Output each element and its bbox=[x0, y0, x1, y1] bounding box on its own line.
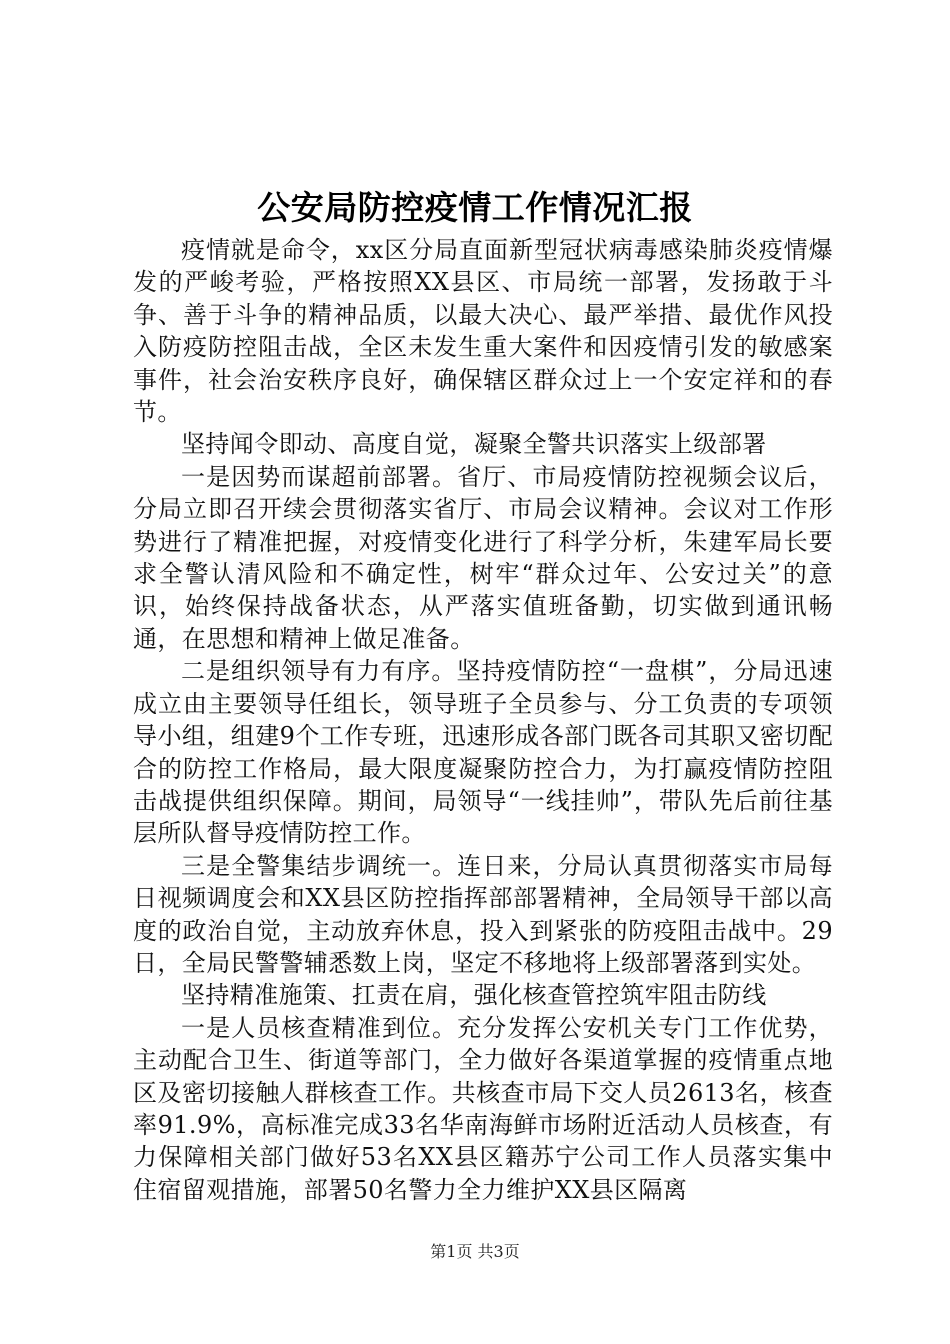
paragraph-1-3: 三是全警集结步调统一。连日来，分局认真贯彻落实市局每日视频调度会和XX县区防控指挥部部署精神，全局领导干部以高度的政治自觉，主动放弃休息，投入到紧张的防疫阻击战中。29日，全局民警警辅悉数上岗，坚定不移地将上级部署落到实处。 bbox=[133, 851, 833, 977]
paragraph-intro: 疫情就是命令，xx区分局直面新型冠状病毒感染肺炎疫情爆发的严峻考验，严格按照XX县区、市局统一部署，发扬敢于斗争、善于斗争的精神品质，以最大决心、最严举措、最优作风投入防疫防控阻击战，全区未发生重大案件和因疫情引发的敏感案事件，社会治安秩序良好，确保辖区群众过上一个安定祥和的春节。 bbox=[133, 236, 833, 427]
paragraph-2-1: 一是人员核查精准到位。充分发挥公安机关专门工作优势，主动配合卫生、街道等部门，全力做好各渠道掌握的疫情重点地区及密切接触人群核查工作。共核查市局下交人员2613名，核查率91.9%，高标准完成33名华南海鲜市场附近活动人员核查，有力保障相关部门做好53名XX县区籍苏宁公司工作人员落实集中住宿留观措施，部署50名警力全力维护XX县区隔离 bbox=[133, 1013, 833, 1204]
paragraph-1-2: 二是组织领导有力有序。坚持疫情防控“一盘棋”，分局迅速成立由主要领导任组长，领导班子全员参与、分工负责的专项领导小组，组建9个工作专班，迅速形成各部门既各司其职又密切配合的防控工作格局，最大限度凝聚防控合力，为打赢疫情防控阻击战提供组织保障。期间，局领导“一线挂帅”，带队先后前往基层所队督导疫情防控工作。 bbox=[133, 657, 833, 848]
section-heading-1: 坚持闻令即动、高度自觉，凝聚全警共识落实上级部署 bbox=[181, 430, 767, 459]
page-footer: 第1页 共3页 bbox=[430, 1242, 520, 1261]
paragraph-1-1: 一是因势而谋超前部署。省厅、市局疫情防控视频会议后，分局立即召开续会贯彻落实省厅、市局会议精神。会议对工作形势进行了精准把握，对疫情变化进行了科学分析，朱建军局长要求全警认清风险和不确定性，树牢“群众过年、公安过关”的意识，始终保持战备状态，从严落实值班备勤，切实做到通讯畅通，在思想和精神上做足准备。 bbox=[133, 462, 833, 653]
document-body bbox=[133, 234, 833, 1206]
section-heading-2: 坚持精准施策、扛责在肩，强化核查管控筑牢阻击防线 bbox=[181, 981, 767, 1010]
document-title: 公安局防控疫情工作情况汇报 bbox=[257, 188, 693, 227]
